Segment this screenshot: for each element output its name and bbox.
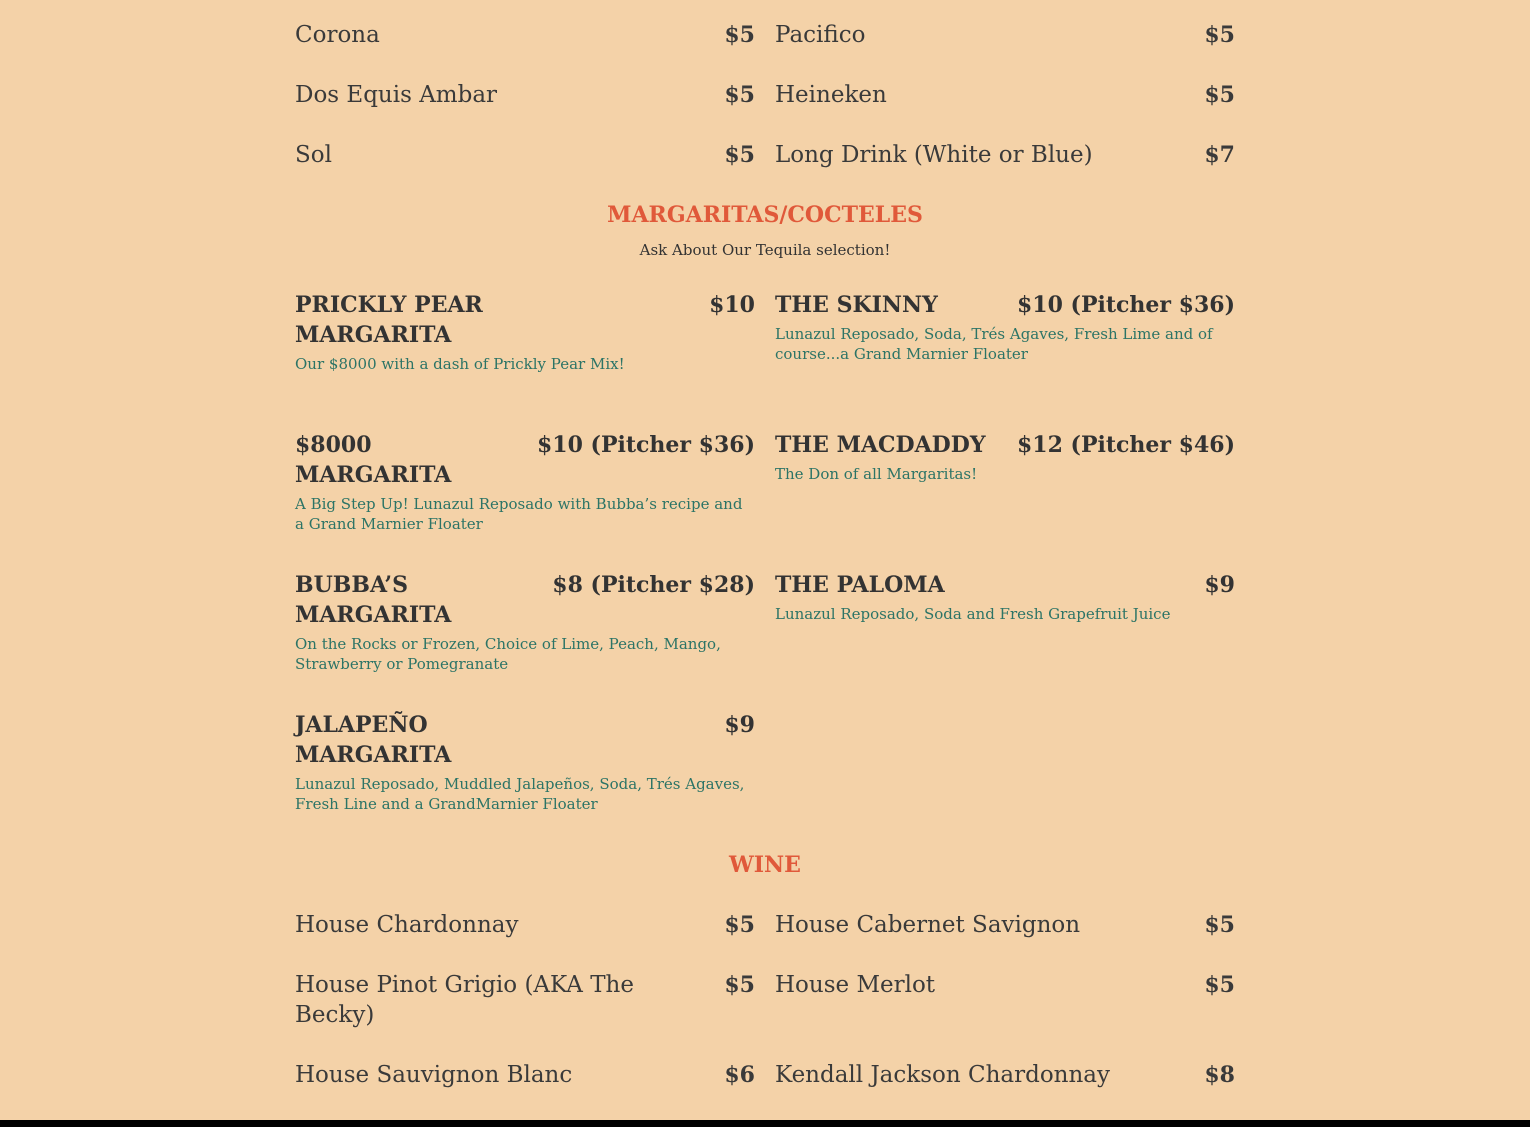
- cocktail-description: Lunazul Reposado, Soda and Fresh Grapefruit Juice: [775, 605, 1171, 623]
- menu-item: [775, 140, 1235, 170]
- item-price: $5: [724, 142, 755, 168]
- item-name: Kendall Jackson Chardonnay: [775, 1062, 1110, 1088]
- cocktail-price: $8 (Pitcher $28): [552, 572, 755, 598]
- wine-list: [295, 910, 1235, 1090]
- cocktail-name: PRICKLY PEAR MARGARITA: [295, 292, 483, 348]
- cocktail-description: On the Rocks or Frozen, Choice of Lime, Peach, Mango, Strawberry or Pomegranate: [295, 635, 721, 673]
- cocktail-row: [295, 430, 1235, 534]
- menu-item: [295, 970, 755, 1030]
- bottom-bar: [0, 1120, 1530, 1127]
- item-price: $5: [1204, 912, 1235, 938]
- cocktail-row: [295, 290, 1235, 374]
- cocktail-name: BUBBA’S MARGARITA: [295, 572, 452, 628]
- item-price: $5: [724, 912, 755, 938]
- cocktail-price: $10 (Pitcher $36): [536, 432, 755, 458]
- item-name: Pacifico: [775, 22, 866, 48]
- section-title-wine: WINE: [729, 852, 801, 878]
- beer-list: [295, 20, 1235, 170]
- cocktail-row: [295, 710, 1235, 814]
- item-name: Corona: [295, 22, 380, 48]
- cocktail-name: $8000 MARGARITA: [295, 432, 452, 488]
- cocktail-price: $9: [724, 712, 755, 738]
- item-name: Sol: [295, 142, 332, 168]
- cocktail-description: Lunazul Reposado, Muddled Jalapeños, Soda, Trés Agaves, Fresh Line and a GrandMarnier Floater: [295, 775, 745, 813]
- cocktail-description: Our $8000 with a dash of Prickly Pear Mix!: [295, 355, 625, 373]
- menu-item: [775, 80, 1235, 110]
- item-name: Dos Equis Ambar: [295, 82, 498, 108]
- menu-item: [775, 970, 1235, 1030]
- item-price: $8: [1204, 1062, 1235, 1088]
- cocktail-item: [295, 710, 755, 814]
- cocktail-name: THE MACDADDY: [775, 432, 986, 458]
- item-name: Heineken: [775, 82, 887, 108]
- item-price: $5: [1204, 22, 1235, 48]
- item-name: House Sauvignon Blanc: [295, 1062, 573, 1088]
- cocktail-price: $10 (Pitcher $36): [1016, 292, 1235, 318]
- cocktail-price: $9: [1204, 572, 1235, 598]
- menu-item: [775, 1060, 1235, 1090]
- cocktail-name: JALAPEÑO MARGARITA: [295, 712, 452, 768]
- cocktail-price: $12 (Pitcher $46): [1016, 432, 1235, 458]
- item-name: House Chardonnay: [295, 912, 519, 938]
- cocktail-description: A Big Step Up! Lunazul Reposado with Bubba’s recipe and a Grand Marnier Floater: [295, 495, 743, 533]
- menu-item: [775, 20, 1235, 50]
- menu-item: [295, 140, 755, 170]
- cocktail-item: [775, 290, 1235, 374]
- section-title-margaritas: MARGARITAS/COCTELES: [607, 202, 923, 228]
- item-price: $5: [724, 22, 755, 48]
- item-price: $6: [724, 1062, 755, 1088]
- item-price: $5: [724, 972, 755, 998]
- item-name: House Pinot Grigio (AKA The Becky): [295, 972, 634, 1028]
- cocktail-price: $10: [709, 292, 755, 318]
- item-name: Long Drink (White or Blue): [775, 142, 1093, 168]
- cocktail-item: [295, 290, 755, 374]
- item-price: $5: [724, 82, 755, 108]
- cocktail-description: The Don of all Margaritas!: [775, 465, 978, 483]
- item-name: House Cabernet Savignon: [775, 912, 1081, 938]
- cocktail-description: Lunazul Reposado, Soda, Trés Agaves, Fresh Lime and of course...a Grand Marnier Floater: [775, 325, 1213, 363]
- item-price: $5: [1204, 82, 1235, 108]
- menu-item: [295, 20, 755, 50]
- cocktail-item: [295, 570, 755, 674]
- cocktail-item: [295, 430, 755, 534]
- cocktail-item: [775, 430, 1235, 534]
- menu-item: [775, 910, 1235, 940]
- section-subtitle: Ask About Our Tequila selection!: [639, 241, 891, 259]
- cocktail-name: THE PALOMA: [775, 572, 945, 598]
- menu-item: [295, 910, 755, 940]
- item-name: House Merlot: [775, 972, 936, 998]
- item-price: $5: [1204, 972, 1235, 998]
- menu-item: [295, 1060, 755, 1090]
- cocktail-item: [775, 570, 1235, 674]
- menu-item: [295, 80, 755, 110]
- item-price: $7: [1204, 142, 1235, 168]
- cocktail-name: THE SKINNY: [775, 292, 938, 318]
- cocktail-row: [295, 570, 1235, 674]
